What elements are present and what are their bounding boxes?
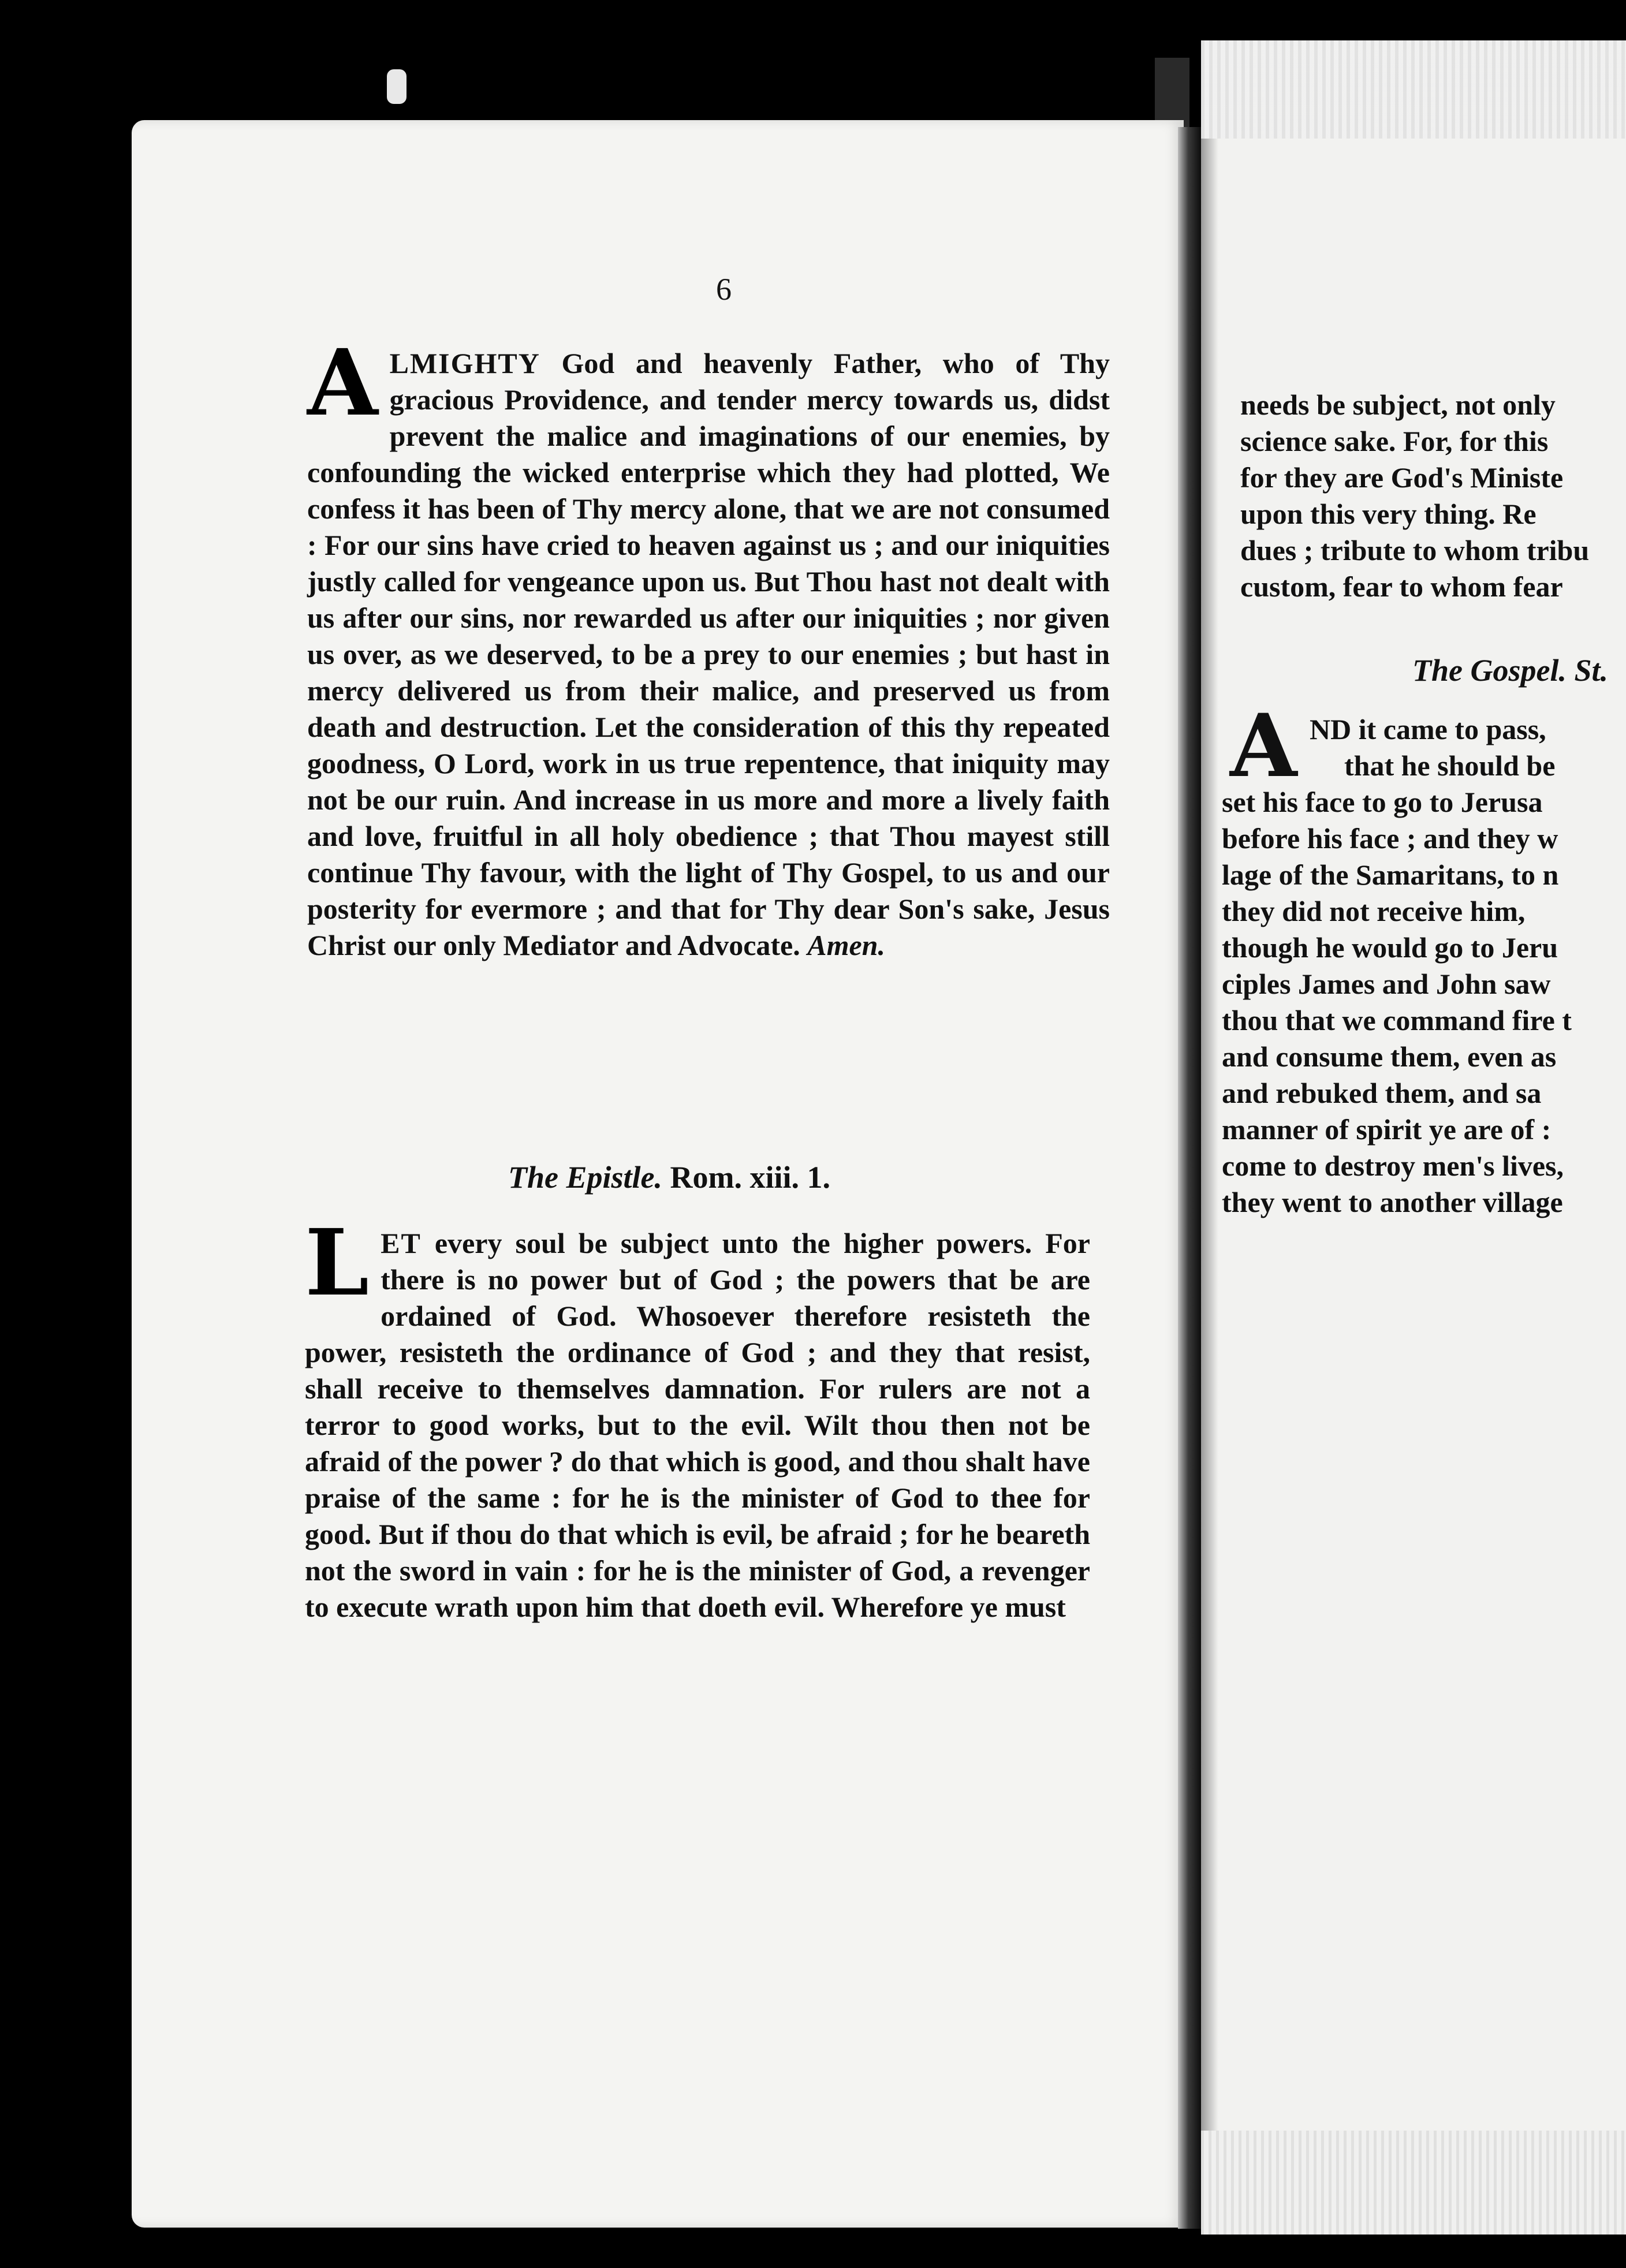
epistle-heading [508, 1159, 830, 1195]
page-edge-top [1201, 40, 1626, 139]
page-inner-edge [1201, 139, 1218, 2131]
text-line: before his face ; and they w [1222, 822, 1558, 855]
text-line: manner of spirit ye are of : [1222, 1113, 1552, 1146]
page-edge-bottom [1201, 2131, 1626, 2235]
epistle-body-text: every soul be subject unto the higher powers. For there is no power but of God ; the powers that be are ordained of God. Whosoever therefore resisteth the power, resisteth the ordinance of God ; and they that resist, shall receive to themselves damnation. For rulers are not a terror to good works, but to the evil. Wilt thou then not be afraid of the power ? do that which is good, and thou shalt have praise of the same : for he is the minister of God to thee for good. But if thou do that which is evil, be afraid ; for he beareth not the sword in vain : for he is the minister of God, a revenger to execute wrath upon him that doeth evil. Wherefore ye must [305, 1227, 1090, 1623]
text-line: for they are God's Ministe [1240, 461, 1564, 494]
text-line: ciples James and John saw [1222, 968, 1551, 1000]
book-gutter [1178, 127, 1201, 2229]
prayer-lead-word: LMIGHTY [389, 347, 540, 379]
epistle-heading-label: The Epistle. [508, 1160, 662, 1195]
prayer-amen: Amen. [807, 929, 885, 961]
gospel-heading: The Gospel. St. [1412, 653, 1609, 688]
text-line: they did not receive him, [1222, 895, 1526, 927]
page-number: 6 [716, 272, 732, 307]
text-line: that he should be [1344, 749, 1556, 782]
epistle-paragraph [305, 1210, 1090, 1625]
epistle-dropcap: L [305, 1210, 370, 1316]
text-line: needs be subject, not only [1240, 389, 1556, 421]
paper-scrap [387, 69, 406, 104]
right-epistle-continuation [1240, 387, 1589, 605]
gospel-first-lines [1310, 711, 1555, 784]
text-line: upon this very thing. Re [1240, 498, 1537, 530]
text-line: and consume them, even as [1222, 1040, 1557, 1073]
gospel-dropcap: A [1230, 695, 1297, 797]
text-line: come to destroy men's lives, [1222, 1150, 1564, 1182]
epistle-heading-reference: Rom. xiii. 1. [670, 1160, 830, 1195]
text-line: science sake. For, for this [1240, 425, 1549, 457]
text-line: custom, fear to whom fear [1240, 570, 1563, 603]
text-line: dues ; tribute to whom tribu [1240, 534, 1590, 566]
text-line: and rebuked them, and sa [1222, 1077, 1542, 1109]
prayer-text: God and heavenly Father, who of Thy gracious Providence, and tender mercy towards us, didst prevent the malice and imaginations of our enemies, by confounding the wicked enterprise which they had plotted, We confess it has been of Thy mercy alone, that we are not consumed : For our sins have cried to heaven against us ; and our iniquities justly called for vengeance upon us. But Thou hast not dealt with us after our sins, nor rewarded us after our iniquities ; nor given us over, as we deserved, to be a prey to our enemies ; but hast in mercy delivered us from their malice, and preserved us from death and destruction. Let the consideration of this thy repeated goodness, O Lord, work in us true repentence, that iniquity may not be our ruin. And increase in us more and more a lively faith and love, fruitful in all holy obedience ; that Thou mayest still continue Thy favour, with the light of Thy Gospel, to us and our posterity for evermore ; and that for Thy dear Son's sake, Jesus Christ our only Mediator and Advocate. [307, 347, 1110, 961]
prayer-paragraph [307, 330, 1110, 964]
text-line: ND it came to pass, [1310, 713, 1546, 745]
gospel-text [1222, 784, 1572, 1221]
text-line: thou that we command fire t [1222, 1004, 1572, 1036]
epistle-lead-word: ET [381, 1227, 422, 1259]
prayer-dropcap: A [307, 330, 378, 437]
collect-prayer [307, 330, 1110, 964]
epistle-text [305, 1210, 1090, 1625]
text-line: lage of the Samaritans, to n [1222, 859, 1559, 891]
text-line: set his face to go to Jerusa [1222, 786, 1543, 818]
text-line: they went to another village [1222, 1186, 1563, 1218]
text-line: though he would go to Jeru [1222, 931, 1558, 964]
